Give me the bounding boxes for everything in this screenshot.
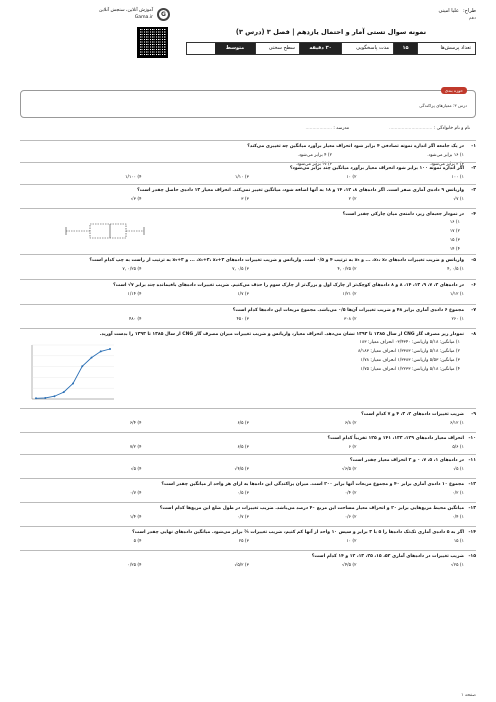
answer-option[interactable]: ۴) ۱/۴ (129, 515, 142, 521)
answer-option[interactable]: ۲) ۶ (348, 445, 357, 451)
school-field (305, 126, 349, 132)
question-item (20, 328, 476, 408)
options (24, 267, 464, 273)
answer-option[interactable]: ۱) ۰/۴ (452, 515, 464, 521)
options (24, 317, 464, 323)
answer-option[interactable]: ۲) ۰/۴ (344, 491, 357, 497)
answer-option[interactable]: ۳) ۲ برابر می‌شود. (429, 161, 464, 167)
answer-option[interactable]: ۳) ۱/۷ (237, 292, 249, 298)
question-number: ۸- (471, 331, 476, 337)
qr-code-icon (137, 27, 168, 58)
brand (99, 8, 170, 21)
data-point (91, 356, 93, 358)
question-number: ۴- (471, 211, 476, 217)
chart-axes (32, 345, 114, 399)
answer-option[interactable]: ۳) ۰/۵ ,۷ (232, 267, 249, 273)
school-dots: ................... (305, 126, 333, 131)
data-point (54, 395, 56, 397)
question-text: در نمودار جعبه‌ای زیر، دامنه‌ی میان چارکی چقدر است؟ (342, 211, 464, 217)
answer-option[interactable]: ۴) ۶/۴ (129, 421, 142, 427)
answer-option[interactable]: ۱) ۱۵ (453, 539, 464, 545)
brand-line-2: Gama.ir (134, 14, 153, 20)
question-item (20, 550, 476, 574)
question-text: واریانس ۹ داده‌ی آماری صفر است. اگر داده‌های ۸، ۱۲، ۱۴ و ۱۸ به آنها اضافه شود، میانگین تغییر نمی‌کند. انحراف معیار ۱۳ داده‌ی حاصل چقدر است؟ (137, 187, 464, 193)
answer-option[interactable]: ۳) ۵/۲√ (234, 563, 249, 569)
question-text: مجموع ۶ داده‌ی آماری برابر ۴۸ و ضریب تغییرات آن‌ها ۰/۵ می‌باشد. مجموع مربعات این داده‌ها کدام است؟ (232, 307, 464, 313)
question-text: در داده‌های ۱، ۵، ۷، ۰ و ۲ انحراف معیار چقدر است؟ (349, 457, 464, 463)
answer-option[interactable]: ۳) میانگین: ۵/۵۳ واریانس: ۱/۳۳۸۳ انحراف معیار: ۱/۷۸ (360, 358, 460, 364)
options (24, 467, 464, 473)
question-number: ۱۱- (468, 457, 476, 463)
question-number: ۱۰- (468, 435, 476, 441)
answer-option[interactable]: ۲) ۲ (348, 197, 357, 203)
description-tag: حوزه بندی (441, 87, 467, 94)
question-text: در داده‌های ۲، ۷، ۹، ۱۳، ۱۴، ۸ و ۸ داده‌های کوچک‌تر از چارک اول و بزرگ‌تر از چارک سوم را حذف می‌کنیم. ضریب تغییرات داده‌های باقیمانده چند برابر ۷√ است؟ (113, 282, 464, 288)
question-text: مجموع ۱۰ داده‌ی آماری برابر ۴۰ و مجموع مربعات آنها برابر ۲۰۰ است. میزان پراکندگی این داده‌ها به ازای هر واحد از میانگین چقدر است؟ (161, 481, 464, 487)
answer-option[interactable]: ۱) ۵√ (453, 467, 464, 473)
answer-option[interactable]: ۱) ۰/۵ ,۴ (447, 267, 464, 273)
data-point (63, 391, 65, 393)
answer-option[interactable]: ۲) میانگین: ۵/۱۸ واریانس: ۱/۳۳۸۳ انحراف معیار: ۸/۱۸۳ (358, 349, 460, 355)
answer-option[interactable]: ۱) ۲۵√ (451, 563, 464, 569)
description-text: درس ۳: معیارهای پراکندگی (419, 103, 467, 108)
answer-option[interactable]: ۴) ۳√ (130, 197, 142, 203)
data-point (72, 382, 74, 384)
brand-line-1: آموزش آنلاین، سنجش آنلاین (99, 8, 153, 14)
question-item (20, 140, 476, 167)
time-value: ۳۰ دقیقه (299, 43, 341, 54)
student-name-label: نام و نام خانوادگی : (433, 126, 470, 131)
options (24, 539, 464, 545)
question-text: اگر به ۵ داده‌ی آماری تک‌تک داده‌ها را ۵ با ۳ برابر و سپس ۱۰ واحد از آنها کم کنیم، ضریب تغییرات ⅖ برابر می‌شود. میانگین داده‌های نهایی چقدر است؟ (132, 529, 464, 535)
answer-option[interactable]: ۴) ۰/۲۵ ,۷ (122, 267, 142, 273)
data-point (109, 348, 111, 350)
student-name-dots: ............................... (389, 126, 433, 131)
answer-option[interactable]: ۳) ۴/۵√ (234, 467, 249, 473)
question-text: ضریب تغییرات در داده‌های آماری ۵۲، ۱۵، ۲۵، ۱۳، ۱۲ و ۱۴ کدام است؟ (311, 553, 464, 559)
answer-option[interactable]: ۴) ۵√ (130, 467, 142, 473)
answer-option[interactable]: ۳) ۶/۵ (237, 421, 249, 427)
data-point (44, 396, 46, 398)
data-point (35, 397, 37, 399)
question-item (20, 478, 476, 502)
designer-line (186, 8, 476, 14)
brand-logo-icon: G (157, 8, 170, 21)
answer-option[interactable]: ۲) ۶/۵√ (342, 467, 357, 473)
designer-label: طراح: (462, 8, 476, 14)
answer-option[interactable]: ۴) ۱/۱۰۰ (125, 175, 142, 181)
answer-option[interactable]: ۱) ۰/۲ (452, 491, 464, 497)
options (24, 197, 464, 203)
question-number: ۳- (471, 187, 476, 193)
page-title: نمونه سوال تستی آمار و احتمال یازدهم | فصل ۳ (درس ۳) (235, 27, 427, 36)
answer-option[interactable]: ۳) ۲۵ (238, 539, 249, 545)
question-text: ضریب تغییرات داده‌های ۲، ۳، ۴ و ۷ کدام است؟ (361, 411, 464, 417)
answer-option[interactable]: ۳) ۰/۵ (237, 491, 249, 497)
answer-option[interactable]: ۳) ۱۵ (449, 238, 460, 244)
question-text: واریانس و ضریب تغییرات داده‌های x₁، x₂، ... و x₅ به ترتیب ۴ و ۰/۵ است. واریانس و ضریب تغییرات داده‌های x₁+۳، x₂+۳، ... و x₅+۳ به ترتیب از راست به چپ کدام است؟ (89, 257, 464, 263)
question-item (20, 502, 476, 526)
options (24, 445, 464, 451)
answer-option[interactable]: ۲) ۰/۲۵ ,۴ (337, 267, 357, 273)
header (20, 8, 476, 86)
description-box (20, 90, 476, 118)
question-number: ۱۵- (468, 553, 476, 559)
answer-option[interactable]: ۴) ۰/۷ (129, 491, 142, 497)
answer-option[interactable]: ۳) ۴۵۰ (236, 317, 249, 323)
designer-name: علیا امینی (438, 8, 459, 14)
question-list (20, 140, 476, 574)
question-item (20, 162, 476, 184)
question-number: ۶- (471, 282, 476, 288)
answer-option[interactable]: ۱) ۱/۱۲ (449, 292, 464, 298)
answer-option[interactable]: ۱) ۵/۶ (452, 445, 464, 451)
data-point (81, 365, 83, 367)
box (90, 224, 126, 238)
answer-option[interactable]: ۲) ۱۰ (346, 175, 357, 181)
answer-option[interactable]: ۱) ۶/۱۲ (449, 421, 464, 427)
answer-option[interactable]: ۴) ۱۴ (449, 247, 460, 253)
options (24, 491, 464, 497)
answer-option[interactable]: ۴) ۱/۱۴ (127, 292, 142, 298)
question-item (20, 526, 476, 550)
question-number: ۷- (471, 307, 476, 313)
options (24, 563, 464, 569)
cng-line-chart (22, 339, 118, 405)
brand-block (20, 8, 170, 58)
level-value: متوسط (215, 43, 255, 54)
answer-option[interactable]: ۲) ۱۷ (449, 229, 460, 235)
question-number: ۱۳- (468, 505, 476, 511)
answer-option[interactable]: ۱) ۲۶۰ (451, 317, 464, 323)
meta-bar (186, 42, 476, 55)
question-text: انحراف معیار داده‌های ۱۲۹، ۱۳۳، ۱۴۱ و ۱۲۵ تقریباً کدام است؟ (327, 435, 464, 441)
answer-option[interactable]: ۲) ۴ برابر می‌شود. (297, 153, 332, 159)
question-item (20, 432, 476, 454)
question-text: در یک جامعه اگر اندازه نمونه تصادفی ۴ برابر شود انحراف معیار برآورد میانگین چه تغییری می‌کند؟ (247, 143, 464, 149)
answer-option[interactable]: ۱) ۱۶ برابر می‌شود. (427, 153, 464, 159)
question-item (20, 408, 476, 432)
options (24, 292, 464, 298)
data-point (100, 350, 102, 352)
box-plot-figure (60, 221, 150, 245)
answer-option[interactable]: ۲) ۶/۸ (344, 421, 357, 427)
question-count-value: ۱۵ (393, 43, 417, 54)
question-item (20, 304, 476, 328)
answer-option[interactable]: ۱) میانگین: ۵/۱۸ واریانس: ۰۳/۴۳۴۰ انحراف معیار: ۱۸۳ (359, 340, 460, 346)
level-label: سطح سختی (255, 43, 299, 54)
answer-option[interactable]: ۱) ۱۶ (449, 220, 460, 226)
options (24, 515, 464, 521)
answer-option[interactable]: ۲) ۱/۲۱ (342, 292, 357, 298)
question-item (20, 254, 476, 279)
header-info (186, 8, 476, 55)
answer-option[interactable]: ۴) میانگین: ۵/۱۸ واریانس: ۱/۲۲۳۳ انحراف معیار: ۱/۷۵ (360, 367, 460, 373)
question-number: ۵- (471, 257, 476, 263)
question-item (20, 184, 476, 208)
answer-option[interactable]: ۴) ½ برابر می‌شود. (295, 161, 332, 167)
question-number: ۲- (471, 165, 476, 171)
question-item (20, 454, 476, 478)
question-text: میانگین محیط مربع‌هایی برابر ۲۰ و انحراف معیار مساحت این مربع ۴۰ درصد می‌باشد. ضریب تغییرات در طول ضلع این مربع‌ها کدام است؟ (159, 505, 464, 511)
options (24, 421, 464, 427)
answer-option[interactable]: ۳) ۳ (241, 197, 249, 203)
answer-option[interactable]: ۳) ۶/۵ (237, 445, 249, 451)
answer-option[interactable]: ۲) ۰/۶ (344, 515, 357, 521)
options (182, 340, 464, 376)
answer-option[interactable]: ۲) ۱۰ (346, 539, 357, 545)
options (24, 175, 464, 181)
answer-option[interactable]: ۴) ۴۸۰ (128, 317, 142, 323)
question-number: ۱- (471, 143, 476, 149)
answer-option[interactable]: ۱) ۱۰۰ (451, 175, 464, 181)
answer-option[interactable]: ۱) ۷√ (453, 197, 464, 203)
page-footer: صفحه ۱ (461, 692, 476, 698)
answer-option[interactable]: ۲) ۳۰۸ (343, 317, 357, 323)
brand-text (99, 8, 153, 21)
question-number: ۱۴- (468, 529, 476, 535)
answer-option[interactable]: ۴) ۵ (133, 539, 142, 545)
answer-option[interactable]: ۳) ۱/۱۰ (234, 175, 249, 181)
series-line (36, 349, 110, 398)
answer-option[interactable]: ۴) ۰/۲۵ (127, 563, 142, 569)
grade: دهم (468, 16, 476, 22)
school-label: مدرسه : (333, 126, 350, 131)
question-number: ۹- (471, 411, 476, 417)
question-item (20, 279, 476, 304)
student-name-field (389, 126, 470, 132)
answer-option[interactable]: ۴) ۷/۲ (129, 445, 142, 451)
question-number: ۱۲- (468, 481, 476, 487)
question-text: اگر اندازه نمونه ۱۰۰ برابر شود انحراف معیار برآورد میانگین چند برابر می‌شود؟ (289, 165, 464, 171)
answer-option[interactable]: ۲) ۴/۵√ (342, 563, 357, 569)
time-label: مدت پاسخگویی (341, 43, 393, 54)
question-item (20, 208, 476, 254)
question-count-label: تعداد پرسش‌ها (417, 43, 475, 54)
question-text: نمودار زیر مصرف گاز CNG از سال ۱۳۸۵ تا ۱۳۹۳ نشان می‌دهد. انحراف معیار، واریانس و ضریب تغییرات میزان مصرف گاز CNG از سال ۱۳۸۵ تا ۱۳۹۳ را بدست آورید. (99, 331, 464, 337)
student-info (20, 126, 476, 132)
answer-option[interactable]: ۳) ۰/۷ (237, 515, 249, 521)
